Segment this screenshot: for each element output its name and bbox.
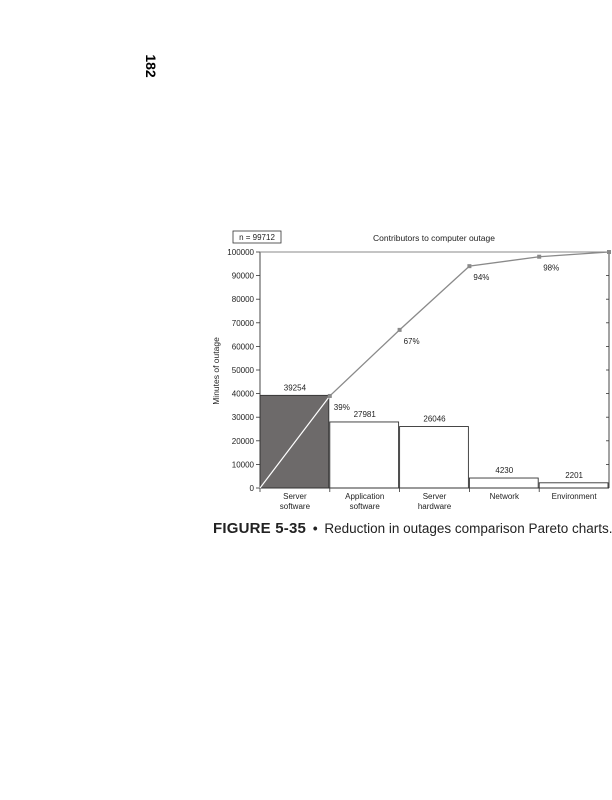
category-label: Server xyxy=(283,492,307,501)
bar-value-label: 26046 xyxy=(423,414,446,424)
bar-value-label: 2201 xyxy=(565,470,583,480)
sample-size-label: n = 99712 xyxy=(239,233,275,242)
chart-bars xyxy=(260,395,608,488)
caption-text: Reduction in outages comparison Pareto charts. xyxy=(324,521,612,536)
y-tick-label: 0 xyxy=(249,484,254,493)
category-label: Network xyxy=(489,492,519,501)
figure-caption xyxy=(213,520,612,537)
y-tick-label: 90000 xyxy=(231,271,254,281)
figure-label: FIGURE 5-35 xyxy=(213,520,307,537)
cumulative-point xyxy=(328,394,332,398)
y-tick-label: 30000 xyxy=(231,413,254,423)
bar-value-label: 27981 xyxy=(353,409,376,419)
category-label: Server xyxy=(422,492,447,501)
category-label: Environment xyxy=(551,492,597,501)
cumulative-point xyxy=(398,328,402,332)
y-tick-label: 100000 xyxy=(227,248,254,257)
category-label: software xyxy=(279,502,311,511)
bar-1 xyxy=(330,422,399,488)
page-number: 182 xyxy=(143,54,159,78)
category-label: software xyxy=(349,502,380,511)
cumulative-label: 94% xyxy=(473,273,490,283)
cumulative-point xyxy=(537,255,541,259)
caption-bullet: • xyxy=(312,521,318,536)
y-tick-label: 10000 xyxy=(231,460,254,470)
cumulative-label: 39% xyxy=(333,402,350,412)
chart-title: Contributors to computer outage xyxy=(373,233,495,243)
bar-2 xyxy=(400,427,469,488)
bar-value-label: 4230 xyxy=(495,466,514,476)
y-tick-label: 60000 xyxy=(231,342,254,352)
sample-size-box xyxy=(233,231,281,243)
cumulative-label: 67% xyxy=(403,336,420,346)
category-label: hardware xyxy=(417,502,452,511)
category-label: Application xyxy=(345,492,385,501)
y-axis-label: Minutes of outage xyxy=(211,337,221,405)
y-tick-label: 50000 xyxy=(231,366,254,375)
y-tick-label: 20000 xyxy=(231,436,254,446)
cumulative-point xyxy=(467,264,471,268)
y-tick-label: 70000 xyxy=(231,318,254,328)
y-tick-label: 80000 xyxy=(231,295,254,305)
y-tick-label: 40000 xyxy=(231,389,254,399)
bar-4 xyxy=(539,483,608,488)
cumulative-label: 98% xyxy=(543,263,560,273)
bar-3 xyxy=(469,478,538,488)
bar-value-label: 39254 xyxy=(283,383,307,393)
cumulative-point xyxy=(607,250,611,254)
cumulative-polyline xyxy=(330,252,609,396)
